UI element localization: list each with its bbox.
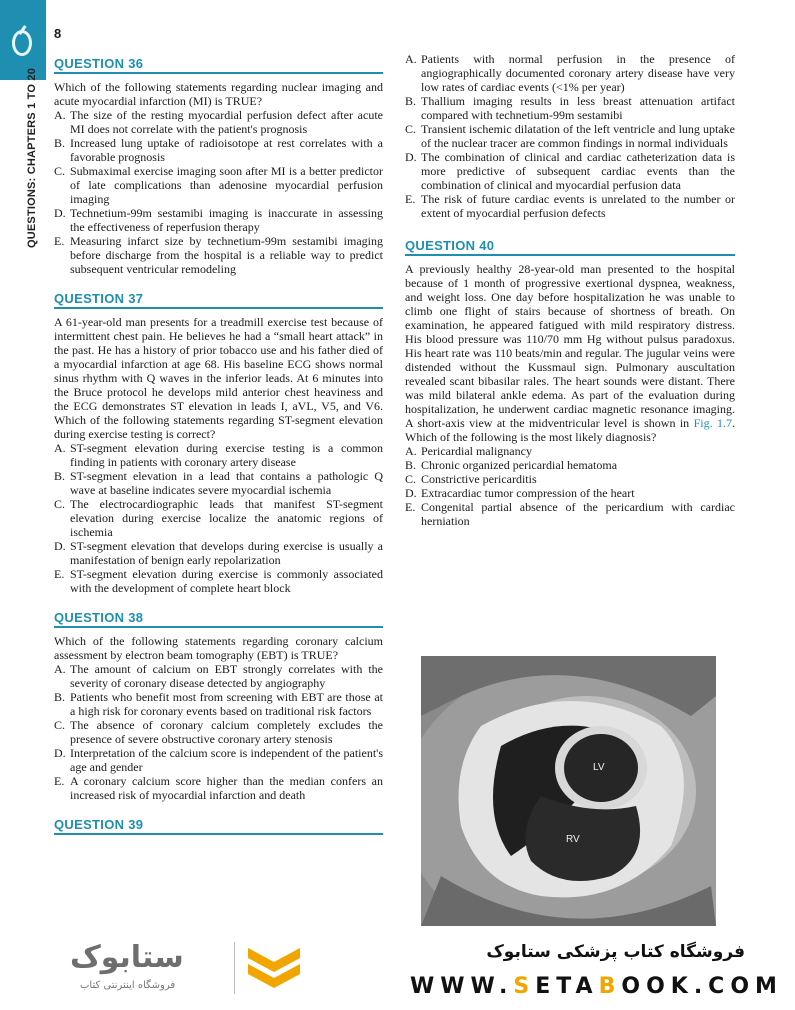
answer-option [405, 122, 735, 150]
option-letter: C. [54, 718, 66, 732]
url-highlight: B [598, 974, 622, 999]
answer-option [54, 662, 383, 690]
answer-option [54, 206, 383, 234]
option-text: Patients who benefit most from screening with EBT are those at a high risk for coronary events based on traditional risk factors [70, 690, 383, 718]
answer-option [54, 164, 383, 206]
answer-option [54, 539, 383, 567]
option-text: ST-segment elevation in a lead that contains a pathologic Q wave at baseline indicates severe myocardial ischemia [70, 469, 383, 497]
question-stem: A 61-year-old man presents for a treadmill exercise test because of intermittent chest pain. He believes he had a “small heart attack” in the past. He has a history of prior tobacco use and his father died of a myocardial infarction at age 68. His baseline ECG shows normal sinus rhythm with Q waves in the inferior leads. At 6 minutes into the Bruce protocol he develops mild anterior chest heaviness and the ECG demonstrates ST elevation in leads I, aVL, V5, and V6. Which of the following statements regarding ST-segment elevation during exercise testing is correct? [54, 315, 383, 441]
store-logo-subtitle: فروشگاه اینترنتی کتاب [80, 980, 176, 991]
option-letter: A. [54, 441, 66, 455]
answer-option [54, 469, 383, 497]
question-39-continued [405, 52, 735, 220]
option-text: Measuring infarct size by technetium-99m sestamibi imaging before discharge from the hospital is a reliable way to predict subsequent ventricular remodeling [70, 234, 383, 276]
figure-link[interactable]: Fig. 1.7 [693, 416, 732, 430]
option-letter: A. [54, 662, 66, 676]
rv-label: RV [566, 834, 580, 845]
store-url[interactable] [410, 974, 783, 999]
answer-option [54, 441, 383, 469]
option-text: The size of the resting myocardial perfusion defect after acute MI does not correlate with the patient's prognosis [70, 108, 383, 136]
option-letter: E. [54, 774, 65, 788]
option-text: Patients with normal perfusion in the presence of angiographically documented coronary artery disease have very low rates of cardiac events (<1% per year) [421, 52, 735, 94]
option-letter: D. [405, 486, 417, 500]
store-logo-text: ستابوک [70, 940, 184, 975]
url-part: OOK.COM [621, 974, 783, 999]
option-text: Extracardiac tumor compression of the heart [421, 486, 635, 500]
question-stem [405, 262, 735, 444]
option-text: Constrictive pericarditis [421, 472, 537, 486]
option-text: ST-segment elevation during exercise is commonly associated with the development of complete heart block [70, 567, 383, 595]
option-letter: C. [405, 472, 417, 486]
answer-option [54, 746, 383, 774]
option-letter: C. [54, 497, 66, 511]
answer-option [405, 486, 735, 500]
side-running-head [26, 67, 40, 248]
option-text: Increased lung uptake of radioisotope at rest correlates with a favorable prognosis [70, 136, 383, 164]
question-heading: QUESTION 38 [54, 610, 383, 628]
answer-option [405, 94, 735, 122]
question-39 [54, 817, 383, 835]
option-text: Transient ischemic dilatation of the left ventricle and lung uptake of the nuclear tracer are common findings in normal individuals [421, 122, 735, 150]
question-stem: Which of the following statements regarding coronary calcium assessment by electron beam tomography (EBT) is TRUE? [54, 634, 383, 662]
option-letter: E. [405, 192, 416, 206]
option-letter: B. [54, 469, 66, 483]
answer-option [54, 567, 383, 595]
question-38 [54, 610, 383, 802]
left-column [54, 56, 383, 850]
answer-option [54, 718, 383, 746]
page-number: 8 [54, 26, 62, 41]
store-title: فروشگاه کتاب پزشکی ستابوک [486, 942, 745, 962]
option-letter: D. [54, 539, 66, 553]
option-letter: B. [405, 94, 417, 108]
option-letter: B. [405, 458, 417, 472]
answer-option [405, 150, 735, 192]
option-text: Thallium imaging results in less breast attenuation artifact compared with technetium-99m sestamibi [421, 94, 735, 122]
url-part: WWW. [410, 974, 514, 999]
lv-label: LV [593, 762, 605, 773]
answer-option [405, 52, 735, 94]
option-letter: E. [405, 500, 416, 514]
footer-divider [234, 942, 235, 994]
option-text: The absence of coronary calcium completely excludes the presence of severe obstructive coronary artery stenosis [70, 718, 383, 746]
stem-text-end: . Which of the following is the most likely diagnosis? [405, 416, 735, 444]
answer-option [405, 472, 735, 486]
question-heading: QUESTION 37 [54, 291, 383, 309]
option-letter: C. [54, 164, 66, 178]
side-running-head-text: QUESTIONS: CHAPTERS 1 TO 20 [26, 67, 38, 248]
store-chevron-icon [244, 944, 304, 992]
option-text: Submaximal exercise imaging soon after MI is a better predictor of late complications than adenosine myocardial perfusion imaging [70, 164, 383, 206]
question-36 [54, 56, 383, 276]
answer-option [54, 108, 383, 136]
option-text: Interpretation of the calcium score is independent of the patient's age and gender [70, 746, 383, 774]
publisher-footer [0, 930, 795, 1010]
option-text: The combination of clinical and cardiac catheterization data is more predictive of subsequent cardiac events than the combination of clinical and myocardial perfusion data [421, 150, 735, 192]
option-letter: B. [54, 690, 66, 704]
answer-option [405, 444, 735, 458]
answer-option [54, 690, 383, 718]
answer-option [54, 497, 383, 539]
option-letter: E. [54, 567, 65, 581]
option-letter: D. [405, 150, 417, 164]
question-40 [405, 238, 735, 528]
option-letter: B. [54, 136, 66, 150]
option-text: The electrocardiographic leads that manifest ST-segment elevation during exercise localize the anatomic regions of ischemia [70, 497, 383, 539]
url-highlight: S [513, 974, 536, 999]
answer-option [54, 774, 383, 802]
answer-option [405, 458, 735, 472]
question-heading: QUESTION 39 [54, 817, 383, 835]
option-text: A coronary calcium score higher than the median confers an increased risk of myocardial infarction and death [70, 774, 383, 802]
answer-option [405, 192, 735, 220]
stem-text: A previously healthy 28-year-old man presented to the hospital because of 1 month of progressive exertional dyspnea, weakness, and weight loss. One day before hospitalization he was unable to climb one flight of stairs because of shortness of breath. On examination, he appeared fatigued with mild respiratory distress. His blood pressure was 110/70 mm Hg without pulsus paradoxus. His heart rate was 110 beats/min and regular. The jugular veins were distended without the Kussmaul sign. Pulmonary auscultation revealed scant bibasilar rales. The heart sounds were distant. There was mild bilateral ankle edema. As part of the evaluation during hospitalization, he underwent cardiac magnetic resonance imaging. A short-axis view at the midventricular level is shown in [405, 262, 735, 430]
answer-option [54, 136, 383, 164]
store-logo [70, 940, 230, 1000]
answer-option [405, 500, 735, 528]
option-text: Congenital partial absence of the pericardium with cardiac herniation [421, 500, 735, 528]
option-text: Chronic organized pericardial hematoma [421, 458, 618, 472]
question-stem: Which of the following statements regarding nuclear imaging and acute myocardial infarction (MI) is TRUE? [54, 80, 383, 108]
option-letter: A. [405, 52, 417, 66]
option-letter: D. [54, 746, 66, 760]
option-letter: E. [54, 234, 65, 248]
question-heading: QUESTION 36 [54, 56, 383, 74]
option-letter: D. [54, 206, 66, 220]
question-37 [54, 291, 383, 595]
option-text: Pericardial malignancy [421, 444, 532, 458]
option-text: The risk of future cardiac events is unrelated to the number or extent of myocardial perfusion defects [421, 192, 735, 220]
answer-option [54, 234, 383, 276]
option-text: The amount of calcium on EBT strongly correlates with the severity of coronary disease detected by angiography [70, 662, 383, 690]
url-part: ETA [535, 974, 599, 999]
right-column [405, 52, 735, 543]
option-text: ST-segment elevation during exercise testing is a common finding in patients with coronary artery disease [70, 441, 383, 469]
mri-image [421, 656, 716, 926]
question-heading: QUESTION 40 [405, 238, 735, 256]
option-text: ST-segment elevation that develops during exercise is usually a manifestation of benign early repolarization [70, 539, 383, 567]
option-letter: C. [405, 122, 417, 136]
option-text: Technetium-99m sestamibi imaging is inaccurate in assessing the effectiveness of reperfusion therapy [70, 206, 383, 234]
chapter-tab [0, 0, 46, 80]
mri-figure [421, 656, 716, 926]
publisher-logo-icon [12, 30, 32, 56]
option-letter: A. [54, 108, 66, 122]
option-letter: A. [405, 444, 417, 458]
